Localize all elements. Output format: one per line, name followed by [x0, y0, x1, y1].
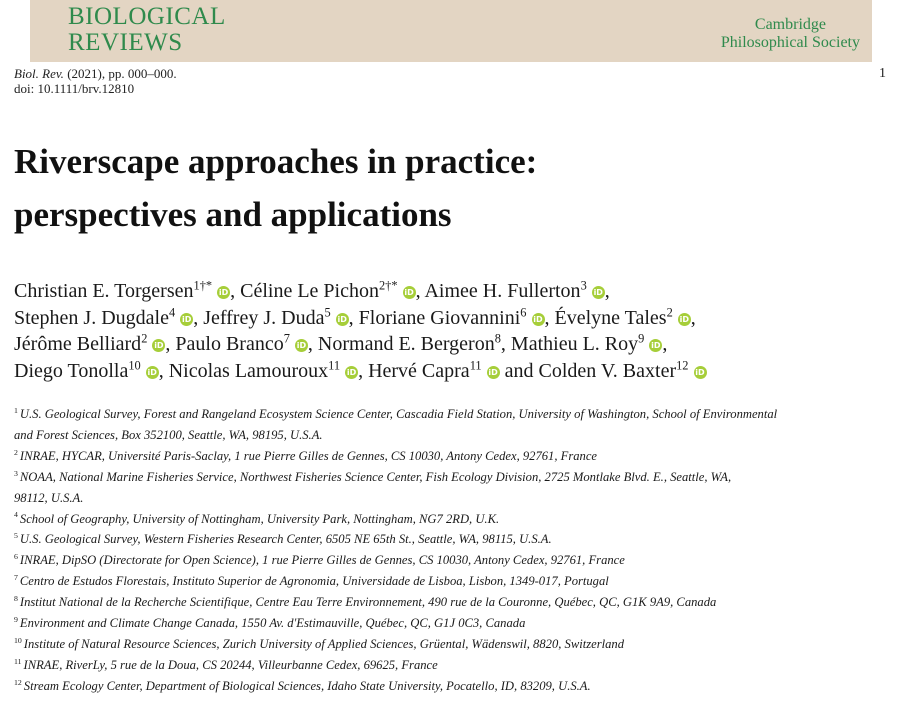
affiliation-text: INRAE, HYCAR, Université Paris-Saclay, 1 rue Pierre Gilles de Gennes, CS 10030, Antony Cedex, 92761, France [19, 448, 598, 463]
author-name: Jeffrey J. Duda [203, 306, 325, 329]
orcid-icon[interactable]: iD [346, 367, 357, 377]
author-separator: , [358, 359, 369, 382]
author-entry [14, 333, 175, 355]
author-entry [175, 333, 318, 355]
author-entry [14, 304, 204, 329]
author-separator: , [158, 359, 169, 382]
affiliation-number: 12 [14, 677, 22, 687]
author-affiliation-marker: 1†* [193, 278, 213, 293]
society-name-line1: Cambridge [754, 16, 826, 33]
affiliation-item [14, 550, 894, 571]
affiliation-number: 6 [14, 552, 18, 562]
author-name: Mathieu L. Roy [510, 333, 639, 355]
author-separator: , [230, 280, 241, 302]
author-entry [318, 333, 511, 355]
author-separator: , [604, 280, 610, 302]
citation-details: (2021), pp. 000–000. [67, 66, 177, 81]
society-logo [721, 16, 860, 52]
author-entry [358, 304, 555, 329]
affiliation-item [14, 634, 894, 655]
page-number: 1 [879, 66, 886, 81]
author-entry [203, 304, 359, 329]
author-affiliation-marker: 11 [469, 357, 482, 372]
orcid-icon[interactable]: iD [533, 314, 543, 324]
orcid-icon[interactable]: iD [147, 367, 157, 377]
orcid-icon[interactable]: iD [218, 288, 229, 297]
orcid-icon[interactable]: iD [651, 341, 661, 350]
author-entry [240, 280, 424, 302]
author-name: Jérôme Belliard [14, 333, 142, 355]
orcid-icon[interactable]: iD [404, 288, 414, 297]
orcid-icon[interactable]: iD [296, 341, 307, 350]
affiliation-item [14, 655, 894, 676]
author-line [14, 278, 894, 305]
affiliation-number: 10 [14, 635, 22, 645]
orcid-icon[interactable]: iD [337, 314, 347, 324]
author-separator: , [500, 333, 511, 355]
author-affiliation-marker: 10 [128, 357, 141, 372]
citation-journal: Biol. Rev. [14, 66, 64, 81]
affiliation-text: NOAA, National Marine Fisheries Service, Northwest Fisheries Science Center, Fish Ecology Division, 2725 Montlake Blvd. E., Seattle, WA, [19, 469, 732, 484]
author-affiliation-marker: 5 [324, 304, 331, 319]
affiliation-text: Stream Ecology Center, Department of Biological Sciences, Idaho State University, Pocatello, ID, 83209, U.S.A. [23, 678, 591, 693]
author-entry [168, 357, 369, 382]
author-name: Colden V. Baxter [538, 359, 677, 382]
journal-name-line2: REVIEWS [68, 29, 183, 56]
affiliation-item [14, 571, 894, 592]
citation-line [14, 66, 177, 81]
affiliation-number: 3 [14, 468, 18, 478]
affiliation-item [14, 676, 894, 697]
author-name: Diego Tonolla [14, 359, 129, 382]
author-separator: , [193, 306, 204, 329]
author-line [14, 305, 894, 332]
author-separator: , [165, 333, 176, 355]
author-entry [424, 280, 609, 302]
author-line [14, 358, 894, 385]
orcid-icon[interactable]: iD [488, 367, 498, 377]
author-name: Hervé Capra [368, 359, 470, 382]
affiliation-text: Environment and Climate Change Canada, 1550 Av. d'Estimauville, Québec, QC, G1J 0C3, Canada [19, 616, 526, 631]
orcid-icon[interactable]: iD [593, 288, 603, 297]
journal-banner [30, 0, 872, 62]
doi-link[interactable]: doi: 10.1111/brv.12810 [14, 81, 135, 96]
author-separator: , [662, 333, 668, 355]
orcid-icon[interactable]: iD [181, 314, 192, 324]
society-name-line2: Philosophical Society [720, 34, 860, 51]
author-entry [511, 333, 667, 355]
orcid-icon[interactable]: iD [695, 367, 705, 377]
author-list [14, 278, 894, 384]
author-entry [554, 304, 696, 329]
author-separator: and [499, 359, 539, 382]
affiliation-item [14, 592, 894, 613]
title-line-2: perspectives and applications [14, 195, 452, 234]
citation-block [14, 66, 177, 96]
affiliation-text: U.S. Geological Survey, Forest and Rangeland Ecosystem Science Center, Cascadia Field Station, University of Washington, School of Environmental [19, 407, 778, 421]
affiliation-text: INRAE, DipSO (Directorate for Open Science), 1 rue Pierre Gilles de Gennes, CS 10030, Antony Cedex, 92761, France [19, 553, 625, 568]
journal-logo [68, 4, 226, 56]
affiliation-item [14, 529, 894, 550]
affiliation-text-continued: and Forest Sciences, Box 352100, Seattle, WA, 98195, U.S.A. [14, 427, 323, 442]
affiliation-number: 5 [14, 531, 18, 541]
affiliation-text: U.S. Geological Survey, Western Fisheries Research Center, 6505 NE 65th St., Seattle, WA, 98115, U.S.A. [19, 532, 552, 547]
author-name: Évelyne Tales [554, 306, 667, 329]
author-name: Céline Le Pichon [240, 280, 379, 302]
affiliation-text: Institut National de la Recherche Scientifique, Centre Eau Terre Environnement, 490 rue de la Couronne, Québec, QC, G1K 9A9, Canada [19, 595, 717, 610]
author-separator: , [544, 306, 555, 329]
affiliation-text: Centro de Estudos Florestais, Instituto Superior de Agronomia, Universidade de Lisboa, Lisbon, 1349-017, Portugal [19, 574, 609, 589]
author-name: Aimee H. Fullerton [424, 280, 581, 302]
author-affiliation-marker: 7 [283, 331, 290, 346]
journal-name-line1: BIOLOGICAL [68, 3, 226, 30]
affiliation-number: 1 [14, 405, 18, 415]
author-affiliation-marker: 12 [676, 357, 689, 372]
author-separator: , [415, 280, 425, 302]
author-name: Christian E. Torgersen [14, 280, 194, 302]
author-affiliation-marker: 9 [638, 331, 645, 346]
author-entry [14, 280, 240, 302]
author-entry [368, 357, 539, 382]
affiliation-item [14, 404, 894, 425]
author-separator: , [348, 306, 359, 329]
affiliation-number: 4 [14, 510, 18, 520]
author-name: Floriane Giovannini [358, 306, 521, 329]
affiliation-text: INRAE, RiverLy, 5 rue de la Doua, CS 20244, Villeurbanne Cedex, 69625, France [23, 657, 438, 672]
author-name: Normand E. Bergeron [317, 333, 495, 355]
affiliation-number: 9 [14, 614, 18, 624]
affiliation-item [14, 446, 894, 467]
author-line [14, 331, 894, 358]
author-affiliation-marker: 8 [494, 331, 501, 346]
affiliation-item [14, 509, 894, 530]
author-separator: , [307, 333, 318, 355]
orcid-icon[interactable]: iD [154, 341, 164, 350]
author-name: Stephen J. Dugdale [14, 306, 169, 329]
affiliation-number: 8 [14, 593, 18, 603]
affiliation-text: School of Geography, University of Nottingham, University Park, Nottingham, NG7 2RD, U.K. [19, 511, 500, 526]
author-affiliation-marker: 6 [520, 304, 527, 319]
affiliation-text-continued: 98112, U.S.A. [14, 490, 84, 505]
title-line-1: Riverscape approaches in practice: [14, 142, 538, 181]
author-affiliation-marker: 2†* [378, 278, 398, 293]
affiliation-number: 2 [14, 447, 18, 457]
author-name: Paulo Branco [175, 333, 284, 355]
author-affiliation-marker: 2 [141, 331, 148, 346]
affiliation-number: 7 [14, 573, 18, 583]
affiliation-item [14, 467, 894, 488]
author-separator: , [690, 306, 696, 329]
affiliation-list [14, 404, 894, 697]
author-affiliation-marker: 11 [328, 357, 341, 372]
author-affiliation-marker: 4 [168, 304, 176, 319]
author-name: Nicolas Lamouroux [168, 359, 329, 382]
author-entry [538, 357, 707, 382]
author-affiliation-marker: 3 [580, 278, 587, 293]
article-title [14, 135, 537, 241]
author-entry [14, 357, 169, 382]
author-affiliation-marker: 2 [666, 304, 673, 319]
affiliation-item [14, 613, 894, 634]
affiliation-number: 11 [14, 656, 22, 666]
orcid-icon[interactable]: iD [679, 314, 689, 324]
affiliation-text: Institute of Natural Resource Sciences, Zurich University of Applied Sciences, Grüental, Wädenswil, 8820, Switzerland [23, 636, 625, 651]
